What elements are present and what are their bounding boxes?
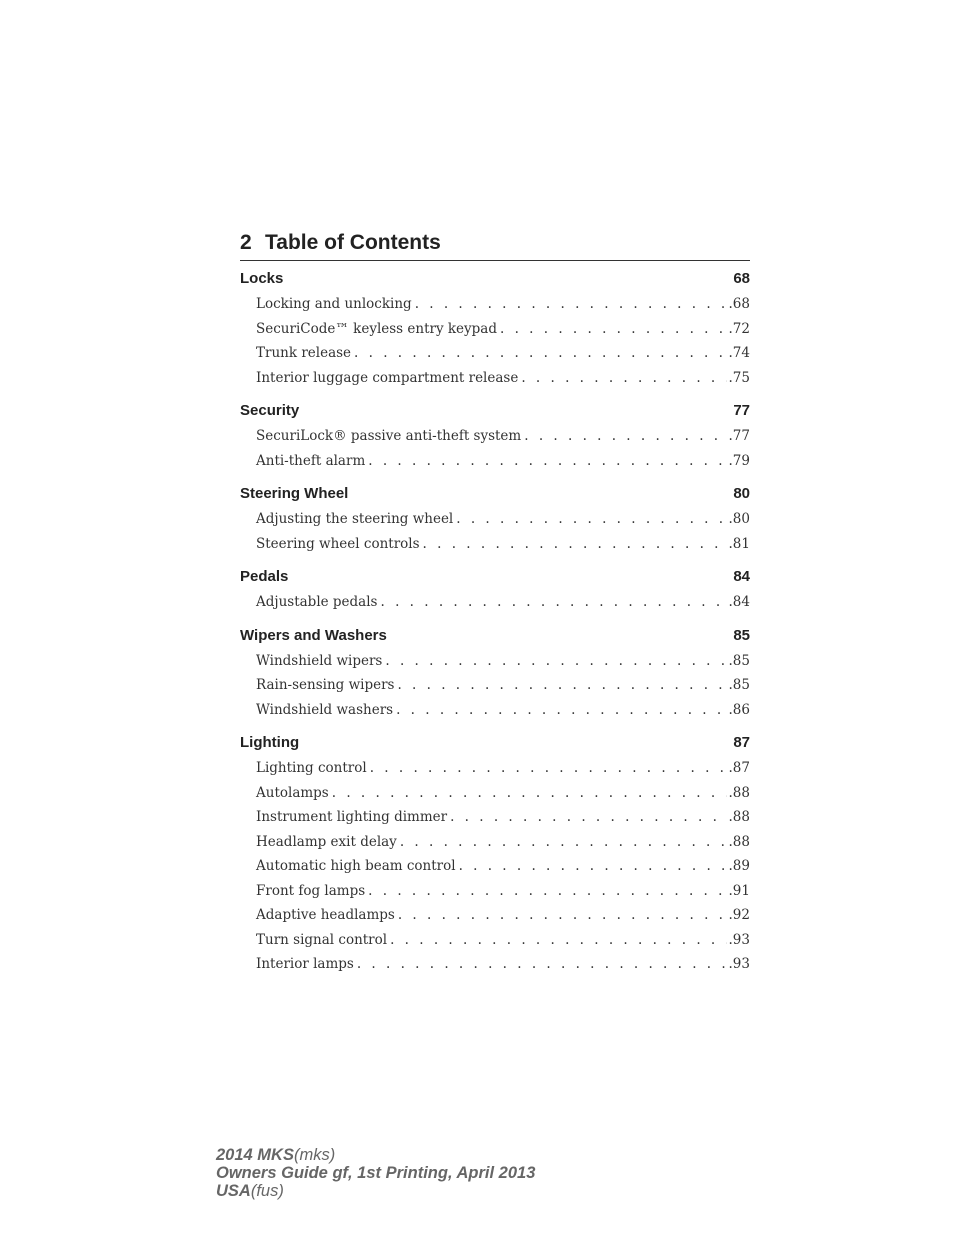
dot-leader	[357, 952, 727, 977]
entry-title: Autolamps	[256, 784, 329, 801]
section-page-number: 85	[733, 626, 750, 644]
footer-model-code: (mks)	[293, 1146, 336, 1164]
section-spacer	[240, 390, 750, 397]
entry-page-number: .68	[728, 296, 750, 312]
entry-page-number: .72	[728, 320, 750, 337]
toc-section-heading[interactable]	[240, 622, 750, 649]
dot-leader	[423, 532, 727, 557]
section-spacer	[240, 722, 750, 729]
dot-leader	[398, 903, 727, 928]
entry-page-number: .75	[728, 369, 750, 386]
entry-title: SecuriLock® passive anti-theft system	[256, 428, 522, 444]
section-title: Lighting	[240, 734, 300, 751]
section-spacer	[240, 556, 750, 563]
entry-page-number: .81	[728, 535, 750, 552]
entry-page-number: .93	[728, 956, 750, 972]
entry-page-number: .77	[728, 428, 750, 444]
entry-title: Interior luggage compartment release	[256, 369, 519, 386]
toc-section	[240, 729, 750, 977]
section-title: Steering Wheel	[240, 485, 349, 502]
footer-line-model	[216, 1146, 616, 1164]
toc-entry[interactable]	[240, 830, 750, 855]
footer-region-code: (fus)	[250, 1182, 284, 1200]
entry-page-number: .93	[728, 931, 750, 948]
toc-entry[interactable]	[240, 649, 750, 674]
entry-title: Adjustable pedals	[256, 594, 378, 610]
entry-title: Front fog lamps	[256, 882, 366, 899]
toc-entry[interactable]	[240, 903, 750, 928]
entry-title: Windshield washers	[256, 701, 394, 718]
toc-entry[interactable]	[240, 756, 750, 781]
toc-entry[interactable]	[240, 805, 750, 830]
entry-title: SecuriCode™ keyless entry keypad	[256, 320, 498, 337]
toc-entry[interactable]	[240, 698, 750, 723]
toc-entry[interactable]	[240, 449, 750, 474]
page-title: Table of Contents	[265, 231, 441, 254]
entry-page-number: .85	[728, 652, 750, 669]
footer-printing: Owners Guide gf, 1st Printing, April 2013	[216, 1164, 536, 1182]
section-page-number: 77	[733, 402, 750, 419]
footer-region: USA	[216, 1182, 251, 1200]
dot-leader	[521, 366, 726, 391]
toc-entry[interactable]	[240, 317, 750, 342]
page-number: 2	[240, 231, 252, 254]
toc-section-heading[interactable]	[240, 480, 750, 507]
toc-entry[interactable]	[240, 424, 750, 449]
entry-page-number: .84	[728, 594, 750, 610]
entry-title: Locking and unlocking	[256, 296, 412, 312]
entry-page-number: .87	[728, 760, 750, 776]
section-page-number: 87	[733, 734, 750, 751]
toc-section	[240, 563, 750, 615]
entry-title: Headlamp exit delay	[256, 833, 397, 850]
toc-entry[interactable]	[240, 952, 750, 977]
page-header	[240, 228, 750, 260]
entry-title: Windshield wipers	[256, 652, 383, 669]
entry-page-number: .89	[728, 858, 750, 874]
entry-page-number: .85	[728, 677, 750, 693]
entry-title: Instrument lighting dimmer	[256, 809, 448, 825]
section-page-number: 84	[733, 568, 750, 585]
page-footer	[216, 1146, 616, 1200]
dot-leader	[397, 673, 726, 698]
entry-title: Automatic high beam control	[256, 858, 456, 874]
section-spacer	[240, 473, 750, 480]
toc-entry[interactable]	[240, 781, 750, 806]
dot-leader	[385, 649, 726, 674]
dot-leader	[396, 698, 726, 723]
toc-section	[240, 265, 750, 390]
table-of-contents	[240, 265, 750, 977]
dot-leader	[370, 756, 727, 781]
entry-page-number: .88	[728, 833, 750, 850]
toc-entry[interactable]	[240, 854, 750, 879]
entry-page-number: .92	[728, 907, 750, 923]
dot-leader	[390, 928, 726, 953]
entry-page-number: .86	[728, 701, 750, 718]
entry-page-number: .91	[728, 882, 750, 899]
toc-entry[interactable]	[240, 532, 750, 557]
toc-section-heading[interactable]	[240, 397, 750, 424]
dot-leader	[456, 507, 726, 532]
toc-entry[interactable]	[240, 366, 750, 391]
entry-page-number: .79	[728, 452, 750, 469]
toc-section-heading[interactable]	[240, 265, 750, 292]
dot-leader	[400, 830, 727, 855]
toc-entry[interactable]	[240, 879, 750, 904]
header-divider	[240, 260, 750, 261]
section-title: Pedals	[240, 568, 289, 585]
entry-page-number: .88	[728, 784, 750, 801]
dot-leader	[415, 292, 727, 317]
dot-leader	[332, 781, 727, 806]
dot-leader	[368, 879, 726, 904]
dot-leader	[380, 590, 726, 615]
footer-line-region	[216, 1182, 616, 1200]
entry-title: Anti-theft alarm	[256, 452, 366, 469]
dot-leader	[354, 341, 726, 366]
toc-entry[interactable]	[240, 673, 750, 698]
dot-leader	[368, 449, 726, 474]
section-title: Security	[240, 402, 300, 419]
toc-entry[interactable]	[240, 507, 750, 532]
entry-title: Rain-sensing wipers	[256, 677, 395, 693]
toc-section-heading[interactable]	[240, 729, 750, 756]
dot-leader	[450, 805, 726, 830]
entry-title: Adaptive headlamps	[256, 907, 395, 923]
toc-entry[interactable]	[240, 341, 750, 366]
entry-title: Steering wheel controls	[256, 535, 420, 552]
footer-model: 2014 MKS	[216, 1146, 294, 1164]
toc-entry[interactable]	[240, 292, 750, 317]
entry-page-number: .80	[728, 511, 750, 527]
entry-title: Turn signal control	[256, 931, 388, 948]
toc-entry[interactable]	[240, 928, 750, 953]
section-spacer	[240, 615, 750, 622]
section-title: Locks	[240, 270, 284, 287]
toc-section	[240, 397, 750, 473]
section-page-number: 80	[733, 485, 750, 502]
dot-leader	[524, 424, 726, 449]
dot-leader	[500, 317, 727, 342]
entry-page-number: .88	[728, 809, 750, 825]
entry-page-number: .74	[728, 345, 750, 361]
entry-title: Trunk release	[256, 345, 352, 361]
entry-title: Adjusting the steering wheel	[256, 511, 454, 527]
toc-section-heading[interactable]	[240, 563, 750, 590]
dot-leader	[459, 854, 727, 879]
section-page-number: 68	[733, 270, 750, 287]
section-title: Wipers and Washers	[240, 626, 387, 644]
entry-title: Lighting control	[256, 760, 367, 776]
toc-section	[240, 480, 750, 556]
toc-section	[240, 622, 750, 723]
entry-title: Interior lamps	[256, 956, 354, 972]
toc-entry[interactable]	[240, 590, 750, 615]
